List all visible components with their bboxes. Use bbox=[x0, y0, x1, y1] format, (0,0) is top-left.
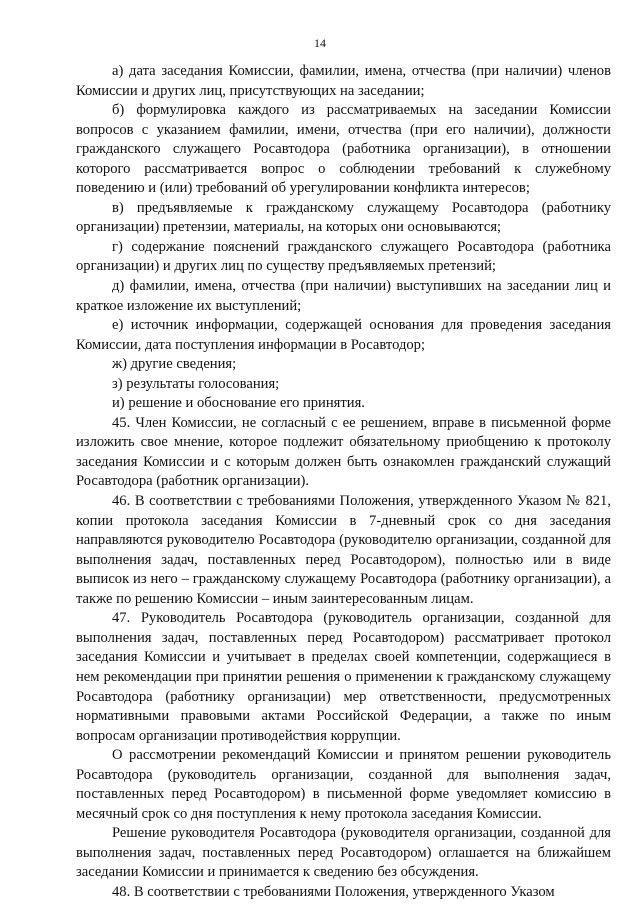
paragraph: 46. В соответствии с требованиями Положения, утвержденного Указом № 821, копии протокола заседания Комиссии в 7-дневный срок со дня заседания направляются руководителю Росавтодора (руководителю организации, созданной для выполнения задач, поставленных перед Росавтодором), полностью или в виде выписок из него – гражданскому служащему Росавтодора (работнику организации), а также по решению Комиссии – иным заинтересованным лицам. bbox=[76, 493, 611, 607]
document-body bbox=[76, 62, 611, 903]
paragraph: д) фамилии, имена, отчества (при наличии) выступивших на заседании лиц и краткое изложение их выступлений; bbox=[76, 278, 611, 314]
paragraph: 48. В соответствии с требованиями Положения, утвержденного Указом bbox=[112, 883, 555, 900]
paragraph: б) формулировка каждого из рассматриваемых на заседании Комиссии вопросов с указанием фамилии, имени, отчества (при его наличии), должности гражданского служащего Росавтодора (работника организации), в отношении которого рассматривается вопрос о соблюдении требований к служебному поведению и (или) требований об урегулировании конфликта интересов; bbox=[76, 102, 611, 197]
paragraph: е) источник информации, содержащей основания для проведения заседания Комиссии, дата поступления информации в Росавтодор; bbox=[76, 317, 611, 353]
paragraph: и) решение и обоснование его принятия. bbox=[112, 395, 365, 412]
page-number: 14 bbox=[314, 36, 326, 50]
paragraph: а) дата заседания Комиссии, фамилии, имена, отчества (при наличии) членов Комиссии и других лиц, присутствующих на заседании; bbox=[76, 63, 611, 99]
paragraph: в) предъявляемые к гражданскому служащему Росавтодора (работнику организации) претензии, материалы, на которых они основываются; bbox=[76, 199, 611, 236]
paragraph: 47. Руководитель Росавтодора (руководитель организации, созданной для выполнения задач, поставленных перед Росавтодором) рассматривает протокол заседания Комиссии и учитывает в пределах своей компетенции, содержащиеся в нем рекомендации при принятии решения о применении к гражданскому служащему Росавтодора (работнику организации) мер ответственности, предусмотренных нормативными правовыми актами Российской Федерации, а также по иным вопросам организации противодействия коррупции. bbox=[76, 610, 611, 744]
paragraph: з) результаты голосования; bbox=[112, 375, 280, 392]
paragraph: О рассмотрении рекомендаций Комиссии и принятом решении руководитель Росавтодора (руководитель организации, созданной для выполнения задач, поставленных перед Росавтодором) в письменной форме уведомляет комиссию в месячный срок со дня поступления к нему протокола заседания Комиссии. bbox=[76, 747, 611, 822]
paragraph: 45. Член Комиссии, не согласный с ее решением, вправе в письменной форме изложить свое мнение, которое подлежит обязательному приобщению к протоколу заседания Комиссии и с которым должен быть ознакомлен гражданский служащий Росавтодора (работник организации). bbox=[76, 414, 611, 490]
paragraph: Решение руководителя Росавтодора (руководителя организации, созданной для выполнения задач, поставленных перед Росавтодором) оглашается на ближайшем заседании Комиссии и принимается к сведению без обсуждения. bbox=[76, 825, 611, 881]
paragraph: ж) другие сведения; bbox=[112, 356, 237, 373]
paragraph: г) содержание пояснений гражданского служащего Росавтодора (работника организации) и других лиц по существу предъявляемых претензий; bbox=[76, 238, 611, 275]
